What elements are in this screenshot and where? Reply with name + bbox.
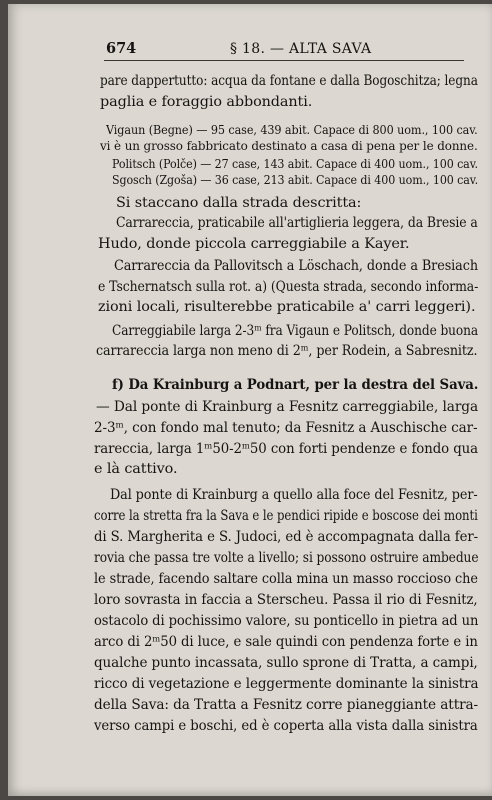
branches-intro: Si staccano dalla strada descritta: bbox=[116, 195, 362, 211]
description-line-5: le strade, facendo saltare colla mina un masso roccioso che bbox=[94, 571, 478, 587]
branch-3-line-2: carrareccia larga non meno di 2ᵐ, per Rodein, a Sabresnitz. bbox=[96, 343, 478, 359]
section-summary-line-1: — Dal ponte di Krainburg a Fesnitz carreggiabile, larga bbox=[96, 399, 479, 415]
description-line-10: ricco di vegetazione e leggermente dominante la sinistra bbox=[94, 676, 479, 692]
village-politsch: Politsch (Polče) — 27 case, 143 abit. Capace di 400 uom., 100 cav. bbox=[112, 156, 478, 171]
description-line-8: arco di 2ᵐ50 di luce, e sale quindi con pendenza forte e in bbox=[94, 634, 478, 650]
village-vigaun: Vigaun (Begne) — 95 case, 439 abit. Capace di 800 uom., 100 cav. bbox=[106, 122, 478, 137]
description-line-2: corre la stretta fra la Sava e le pendici ripide e boscose dei monti bbox=[94, 508, 478, 524]
section-summary-line-3: rareccia, larga 1ᵐ50-2ᵐ50 con forti pendenze e fondo qua bbox=[94, 441, 478, 457]
description-line-6: loro sovrasta in faccia a Sterscheu. Passa il rio di Fesnitz, bbox=[94, 592, 478, 608]
village-vigaun-note: vi è un grosso fabbricato destinato a casa di pena per le donne. bbox=[100, 138, 478, 153]
description-line-1: Dal ponte di Krainburg a quello alla foce del Fesnitz, per- bbox=[110, 487, 478, 503]
description-line-4: rovia che passa tre volte a livello; si possono ostruire ambedue bbox=[94, 550, 479, 566]
branch-1-line-2: Hudo, donde piccola carreggiabile a Kayer. bbox=[98, 236, 410, 252]
branch-2-line-1: Carrareccia da Pallovitsch a Löschach, donde a Bresiach bbox=[114, 258, 478, 274]
section-summary-line-4: e là cattivo. bbox=[94, 461, 178, 477]
branch-2-line-3: zioni locali, risulterebbe praticabile a' carri leggeri). bbox=[98, 299, 476, 315]
branch-1-line-1: Carrareccia, praticabile all'artiglieria leggera, da Bresie a bbox=[116, 215, 478, 231]
description-line-9: qualche punto incassata, sullo sprone di Tratta, a campi, bbox=[94, 655, 478, 671]
village-sgosch: Sgosch (Zgoša) — 36 case, 213 abit. Capace di 400 uom., 100 cav. bbox=[112, 172, 479, 187]
page-number: 674 bbox=[106, 40, 137, 57]
branch-2-line-2: e Tschernatsch sulla rot. a) (Questa strada, secondo informa- bbox=[98, 279, 479, 295]
intro-line-1: pare dappertutto: acqua da fontane e dalla Bogoschitza; legna bbox=[100, 73, 478, 89]
description-line-3: di S. Margherita e S. Judoci, ed è accompagnata dalla fer- bbox=[94, 529, 478, 545]
section-summary-line-2: 2-3ᵐ, con fondo mal tenuto; da Fesnitz a Auschische car- bbox=[94, 420, 478, 436]
description-line-7: ostacolo di pochissimo valore, su ponticello in pietra ad un bbox=[94, 613, 479, 629]
description-line-11: della Sava: da Tratta a Fesnitz corre pianeggiante attra- bbox=[94, 697, 479, 713]
book-page bbox=[8, 4, 492, 796]
description-line-12: verso campi e boschi, ed è coperta alla vista dalla sinistra bbox=[94, 718, 478, 734]
section-heading: f) Da Krainburg a Podnart, per la destra del Sava. bbox=[112, 376, 479, 393]
header-rule bbox=[104, 60, 464, 61]
intro-line-2: paglia e foraggio abbondanti. bbox=[100, 94, 313, 110]
branch-3-line-1: Carreggiabile larga 2-3ᵐ fra Vigaun e Politsch, donde buona bbox=[112, 323, 479, 339]
running-title: § 18. — ALTA SAVA bbox=[230, 41, 372, 57]
